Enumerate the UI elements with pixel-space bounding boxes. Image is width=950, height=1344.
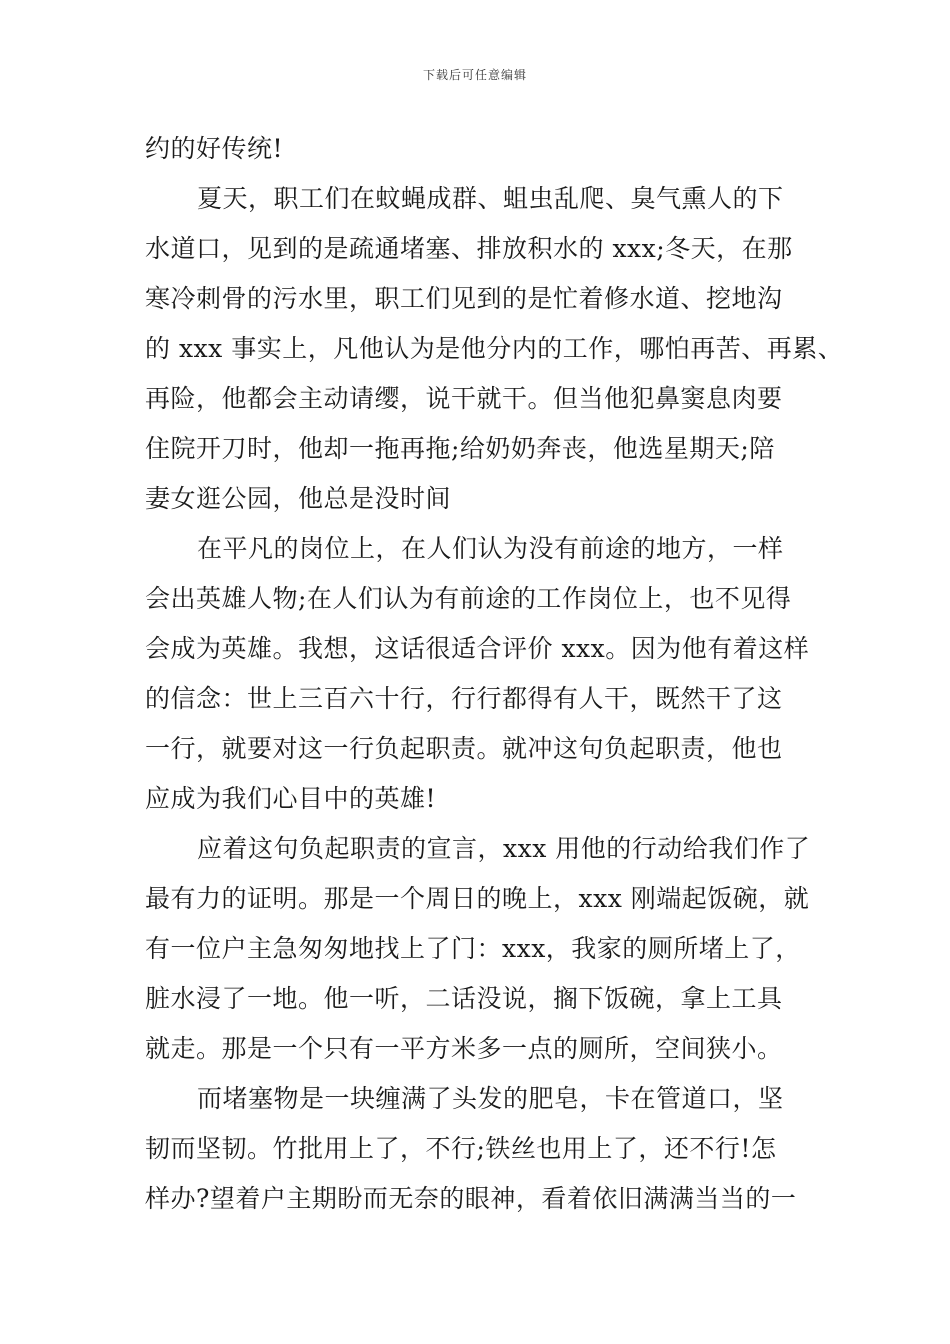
- text-line: 妻女逛公园，他总是没时间: [145, 484, 452, 513]
- paragraph-start-line: 夏天，职工们在蚊蝇成群、蛆虫乱爬、臭气熏人的下: [197, 184, 784, 213]
- text-line: 的信念：世上三百六十行，行行都得有人干，既然干了这: [145, 684, 783, 713]
- paragraph-start-line: 而堵塞物是一块缠满了头发的肥皂，卡在管道口，坚: [197, 1084, 784, 1113]
- text-line: 有一位户主急匆匆地找上了门：xxx，我家的厕所堵上了，: [145, 934, 801, 963]
- text-line: 会成为英雄。我想，这话很适合评价 xxx。因为他有着这样: [145, 634, 810, 663]
- document-body: [145, 124, 844, 1224]
- text-line: 住院开刀时，他却一拖再拖;给奶奶奔丧，他选星期天;陪: [145, 434, 775, 463]
- text-line: 样办?望着户主期盼而无奈的眼神，看着依旧满满当当的一: [145, 1184, 797, 1213]
- text-line: 韧而坚韧。竹批用上了，不行;铁丝也用上了，还不行!怎: [145, 1134, 777, 1163]
- text-line: 就走。那是一个只有一平方米多一点的厕所，空间狭小。: [145, 1034, 783, 1063]
- page-header: 下载后可任意编辑: [422, 68, 527, 82]
- text-line: 的 xxx 事实上，凡他认为是他分内的工作，哪怕再苦、再累、: [145, 334, 844, 363]
- paragraph-start-line: 在平凡的岗位上，在人们认为没有前途的地方，一样: [197, 534, 784, 563]
- text-line: 水道口，见到的是疏通堵塞、排放积水的 xxx;冬天，在那: [145, 234, 793, 263]
- text-line: 最有力的证明。那是一个周日的晚上，xxx 刚端起饭碗，就: [145, 884, 810, 913]
- text-line: 再险，他都会主动请缨，说干就干。但当他犯鼻窦息肉要: [145, 384, 783, 413]
- text-line: 脏水浸了一地。他一听，二话没说，搁下饭碗，拿上工具: [145, 984, 783, 1013]
- text-line: 一行，就要对这一行负起职责。就冲这句负起职责，他也: [145, 734, 783, 763]
- text-line: 会出英雄人物;在人们认为有前途的工作岗位上，也不见得: [145, 584, 792, 613]
- text-line: 应成为我们心目中的英雄!: [145, 784, 437, 813]
- paragraph-start-line: 应着这句负起职责的宣言，xxx 用他的行动给我们作了: [197, 834, 811, 863]
- text-line: 寒冷刺骨的污水里，职工们见到的是忙着修水道、挖地沟: [145, 284, 783, 313]
- text-line: 约的好传统!: [145, 134, 284, 163]
